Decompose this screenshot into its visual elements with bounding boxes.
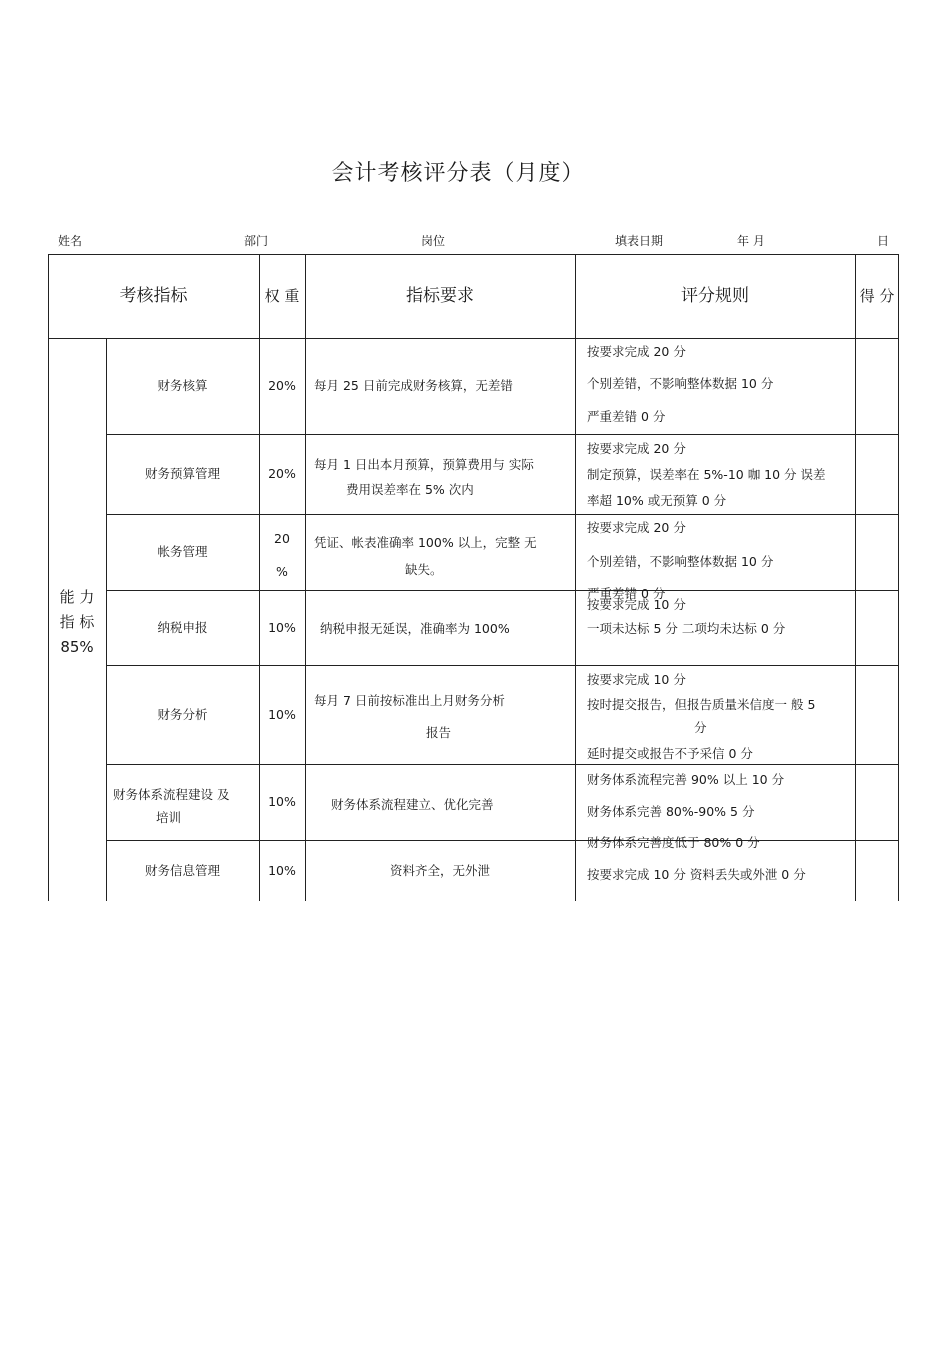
rule-line: 个别差错，不影响整体数据 10 分 [587,554,774,569]
indicator-name: 财务信息管理 [144,862,220,878]
requirement-text: 每月 25 日前完成财务核算，无差错 [314,378,513,393]
indicator-name: 培训 [156,810,182,825]
indicator-name: 纳税申报 [157,619,208,635]
weight-value: 10% [268,862,296,878]
dept-label: 部门 [244,234,269,248]
rule-line: 严重差错 0 分 [587,409,666,424]
header-rules: 评分规则 [681,286,749,306]
weight-value: 20% [268,466,296,481]
indicator-name: 财务预算管理 [144,466,220,481]
weight-value: 10% [268,706,296,722]
rule-line: 分 [694,720,707,735]
rule-line: 延时提交或报告不予采信 0 分 [587,746,753,761]
requirement-text: 费用误差率在 5% 次内 [346,482,474,497]
requirement-text: 每月 7 日前按标准出上月财务分析 [314,693,505,708]
rule-line: 制定预算，误差率在 5%-10 咖 10 分 误差 [587,467,826,482]
requirement-text: 报告 [426,725,452,740]
group-label [48,585,106,660]
indicator-name: 帐务管理 [157,544,208,559]
rule-line: 严重差错 0 分 [587,586,666,601]
header-score: 得 分 [859,287,895,305]
rule-line: 财务体系流程完善 90% 以上 10 分 [587,772,785,787]
rule-line: 按要求完成 20 分 [587,520,686,535]
indicator-name: 财务体系流程建设 及 [113,787,230,802]
requirement-text: 每月 1 日出本月预算，预算费用与 实际 [314,457,534,472]
rule-line: 按要求完成 10 分 [587,597,686,612]
rule-line: 一项未达标 5 分 二项均未达标 0 分 [587,621,786,636]
header-weight: 权 重 [264,287,300,305]
date-label: 填表日期 [615,234,664,248]
weight-value: 20 [274,531,290,546]
rule-line: 按时提交报告，但报告质量米信度一 般 5 [587,697,816,712]
rule-line: 按要求完成 20 分 [587,441,686,456]
requirement-text: 资料齐全，无外泄 [389,862,490,878]
indicator-name: 财务分析 [157,706,208,722]
requirement-text: 纳税申报无延误，准确率为 100% [320,621,510,636]
name-label: 姓名 [58,234,83,248]
requirement-text: 凭证、帐表准确率 100% 以上，完整 无 [314,535,537,550]
rule-line: 财务体系完善度低于 80% 0 分 [587,835,760,850]
header-indicator: 考核指标 [119,286,188,306]
rule-line: 按要求完成 20 分 [587,344,686,359]
post-label: 岗位 [421,234,446,248]
requirement-text: 缺失。 [405,562,443,577]
form-title: 会计考核评分表（月度） [331,161,585,186]
rule-line: 财务体系完善 80%-90% 5 分 [587,804,755,819]
indicator-name: 财务核算 [157,378,208,393]
group-label-line3: 85% [60,638,94,656]
rule-line: 按要求完成 10 分 [587,672,686,687]
rule-line: 按要求完成 10 分 资料丢失或外泄 0 分 [587,867,806,882]
day-label: 日 [877,234,890,248]
weight-percent: % [276,564,288,579]
rule-line: 率超 10% 或无预算 0 分 [587,493,727,508]
header-requirement: 指标要求 [406,286,474,306]
weight-value: 10% [268,619,296,635]
group-label-line1: 能 力 [59,588,95,606]
weight-value: 10% [268,794,296,809]
rule-line: 个别差错，不影响整体数据 10 分 [587,376,774,391]
requirement-text: 财务体系流程建立、优化完善 [331,797,494,812]
group-label-line2: 指 标 [59,613,95,631]
weight-value: 20% [268,378,296,393]
year-month-label: 年 月 [737,234,765,248]
